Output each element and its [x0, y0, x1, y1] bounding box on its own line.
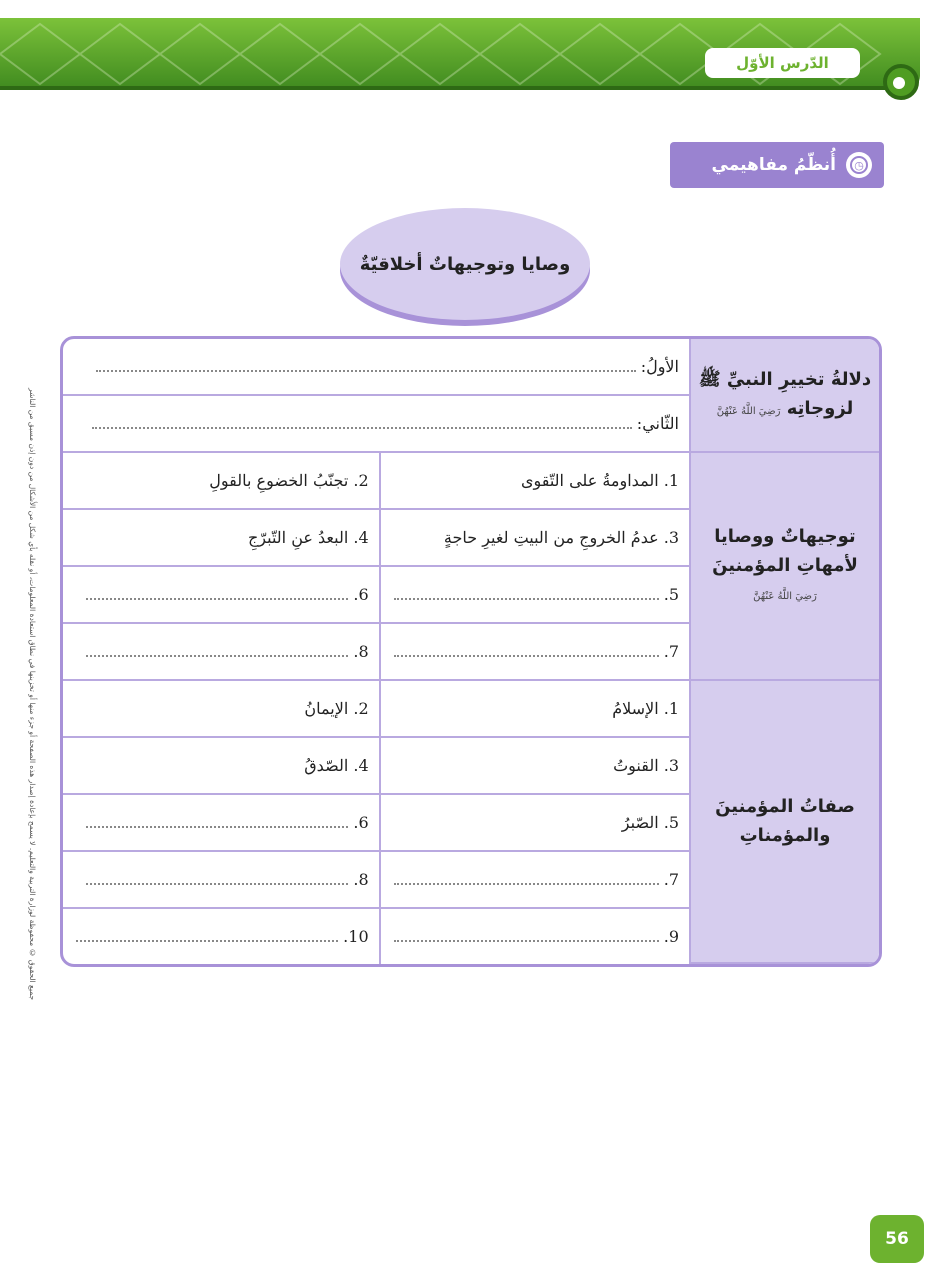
trait-blank-item[interactable]: [63, 909, 379, 964]
guidance-heading: توجيهاتٌ ووصايا لأمهاتِ المؤمنينَ: [712, 525, 858, 576]
guidance-blank-item[interactable]: [63, 567, 379, 624]
guidance-item: 4. البعدُ عنِ التّبرّجِ: [63, 510, 379, 567]
guidance-item: 3. عدمُ الخروجِ من البيتِ لغيرِ حاجةٍ: [379, 510, 689, 567]
item-number: 9.: [663, 927, 679, 946]
guidance-blank-item[interactable]: [63, 624, 379, 681]
item-number: 8.: [353, 642, 369, 661]
concept-title: وصايا وتوجيهاتٌ أخلاقيّةٌ: [340, 208, 590, 320]
answer-blank[interactable]: [394, 590, 659, 600]
trait-blank-item[interactable]: [63, 795, 379, 852]
item-number: 8.: [353, 870, 369, 889]
item-number: 7.: [663, 642, 679, 661]
header-banner: [0, 18, 920, 90]
organize-concepts-heading: [670, 142, 884, 188]
clock-icon: ◷: [846, 152, 872, 178]
answer-blank[interactable]: [86, 647, 348, 657]
trait-blank-item[interactable]: [379, 852, 689, 909]
trait-item: 1. الإسلامُ: [379, 681, 689, 738]
organize-label: أُنظّمُ مفاهيمي: [711, 155, 836, 175]
significance-second-cell[interactable]: [63, 396, 689, 453]
significance-first-cell[interactable]: [63, 339, 689, 396]
answer-blank[interactable]: [86, 590, 348, 600]
copyright-note: جميع الحقوق © محفوظة لوزارة التربية والتعليم. لا يسمح بإعادة إصدار هذه الصفحة أو جزء منها أو تخزينها في نطاق استعادة المعلومات، أو نقله بأي شكل من الأشكال من دون إذن مسبق من الناشر: [28, 387, 37, 1000]
banner-tab-decoration: [883, 64, 919, 100]
answer-blank[interactable]: [86, 818, 348, 828]
trait-item: 2. الإيمانُ: [63, 681, 379, 738]
trait-item: 3. القنوتُ: [379, 738, 689, 795]
concept-map-table: [60, 336, 882, 967]
item-number: 10.: [343, 927, 369, 946]
row-heading-significance: [689, 339, 879, 453]
guidance-item: 2. تجنّبُ الخضوعِ بالقولِ: [63, 453, 379, 510]
trait-item: 5. الصّبرُ: [379, 795, 689, 852]
item-number: 7.: [663, 870, 679, 889]
item-number: 5.: [663, 585, 679, 604]
trait-blank-item[interactable]: [63, 852, 379, 909]
first-label: الأولُ:: [640, 357, 679, 376]
page-number: 56: [870, 1215, 924, 1263]
answer-blank[interactable]: [394, 932, 659, 942]
answer-blank[interactable]: [86, 875, 348, 885]
guidance-blank-item[interactable]: [379, 624, 689, 681]
item-number: 6.: [353, 585, 369, 604]
answer-blank[interactable]: [394, 647, 659, 657]
traits-heading: صفاتُ المؤمنينَ والمؤمناتِ: [715, 795, 855, 846]
honorific-text: رَضِيَ اللَّهُ عَنْهُنَّ: [753, 591, 817, 603]
row-heading-guidance: [689, 453, 879, 681]
answer-blank[interactable]: [96, 362, 636, 372]
answer-blank[interactable]: [76, 932, 338, 942]
guidance-item: 1. المداومةُ على التّقوى: [379, 453, 689, 510]
answer-blank[interactable]: [92, 419, 632, 429]
item-number: 6.: [353, 813, 369, 832]
trait-item: 4. الصّدقُ: [63, 738, 379, 795]
lesson-label: الدّرس الأوّل: [705, 48, 860, 78]
honorific-text: رَضِيَ اللَّهُ عَنْهُنَّ: [716, 406, 781, 417]
row-heading-traits: [689, 681, 879, 964]
trait-blank-item[interactable]: [379, 909, 689, 964]
banner-bottom-strip: [0, 86, 905, 90]
significance-heading: دلالةُ تخييرِ النبيِّ ﷺ لزوجاتِه: [698, 369, 872, 419]
second-label: الثّاني:: [636, 414, 679, 433]
guidance-blank-item[interactable]: [379, 567, 689, 624]
answer-blank[interactable]: [394, 875, 659, 885]
